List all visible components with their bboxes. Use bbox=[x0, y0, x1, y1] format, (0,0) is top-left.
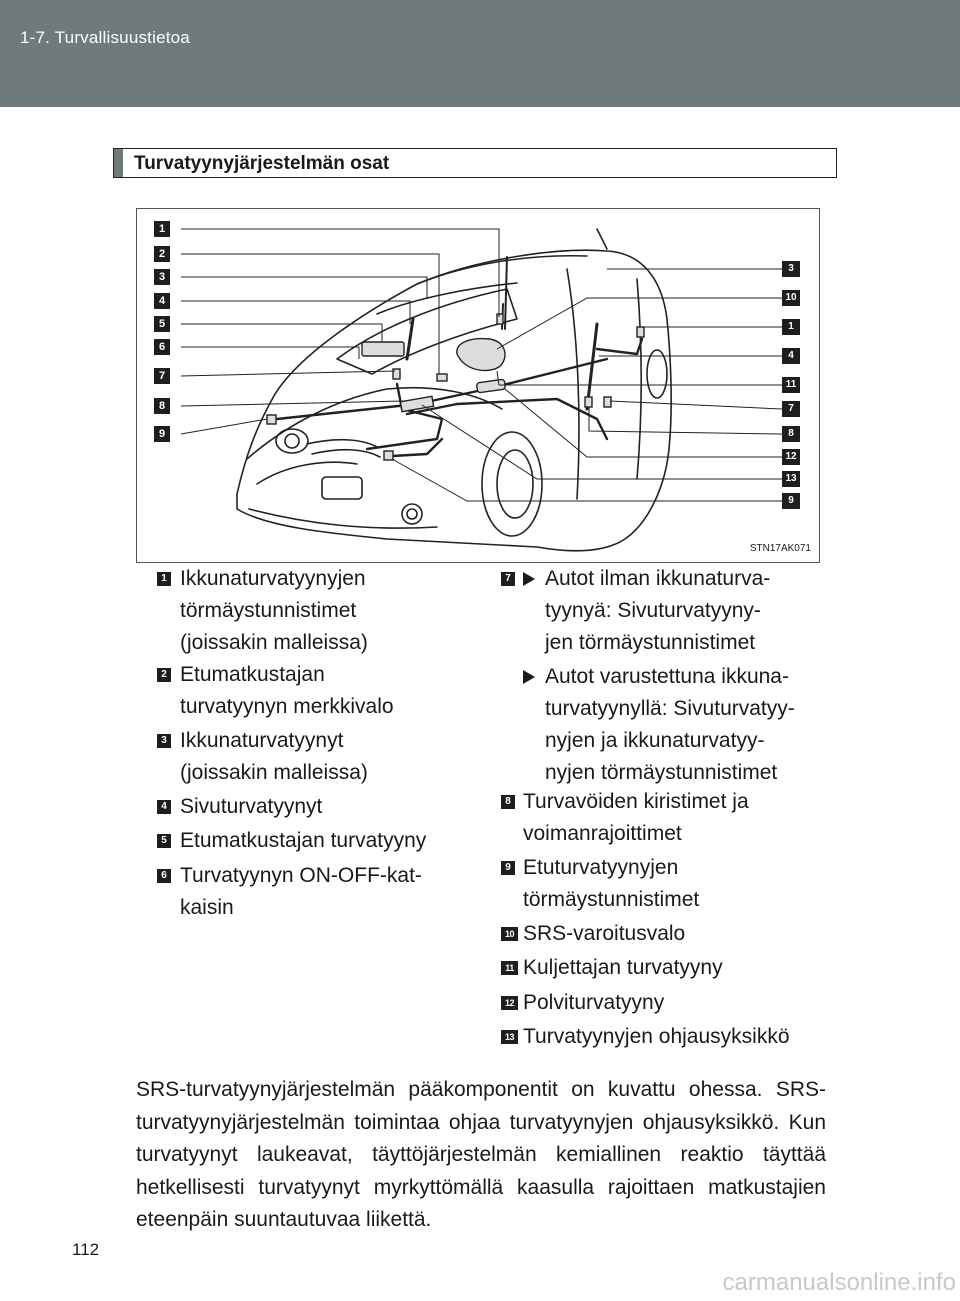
chapter-title: 1-7. Turvallisuustietoa bbox=[20, 28, 190, 47]
legend-item bbox=[157, 725, 477, 789]
legend-badge: 1 bbox=[157, 572, 171, 586]
legend-text: Turvavöiden kiristimet ja voimanrajoittimet bbox=[523, 790, 749, 845]
legend-item bbox=[501, 786, 831, 850]
figure-code: STN17AK071 bbox=[749, 543, 811, 554]
callout-badge: 3 bbox=[154, 269, 170, 285]
legend-text: Polviturvatyyny bbox=[523, 991, 665, 1014]
legend-text: Ikkunaturvatyynyjen törmäystunnistimet (joissakin malleissa) bbox=[180, 567, 368, 654]
legend-badge: 12 bbox=[501, 996, 518, 1010]
callout-badge: 5 bbox=[154, 316, 170, 332]
legend-badge: 11 bbox=[501, 961, 518, 975]
callout-badge: 1 bbox=[154, 221, 170, 237]
section-accent bbox=[114, 149, 123, 177]
legend-badge: 4 bbox=[157, 800, 171, 814]
callout-badge: 4 bbox=[782, 348, 800, 364]
body-paragraph: SRS-turvatyynyjärjestelmän pääkomponentit on kuvattu ohessa. SRS-turvatyynyjärjestelmän toimintaa ohjaa turvatyynyjen ohjausyksikkö. Kun turvatyynyt laukeavat, täyttöjärjestelmän kemiallinen reaktio täyttää hetkellisesti turvatyynyt myrkyttömällä kaasulla rajoittaen matkustajien eteenpäin suuntautuvaa liikettä. bbox=[136, 1078, 826, 1231]
legend-text: Etuturvatyynyjen törmäystunnistimet bbox=[523, 856, 700, 911]
callout-badge: 7 bbox=[782, 401, 800, 417]
arrow-right-icon bbox=[523, 572, 535, 586]
callout-badge: 4 bbox=[154, 293, 170, 309]
legend-text: SRS-varoitusvalo bbox=[523, 922, 686, 945]
arrow-right-icon bbox=[523, 670, 535, 684]
airbag-diagram bbox=[136, 208, 820, 563]
legend-text: Turvatyynyjen ohjausyksikkö bbox=[523, 1025, 790, 1048]
callout-badge: 12 bbox=[782, 449, 800, 465]
callout-badge: 8 bbox=[154, 398, 170, 414]
callout-badge: 6 bbox=[154, 339, 170, 355]
car-illustration bbox=[137, 209, 821, 564]
legend-badge: 5 bbox=[157, 834, 171, 848]
legend-text: Turvatyynyn ON-OFF-kat- kaisin bbox=[180, 864, 422, 919]
callout-badge: 8 bbox=[782, 426, 800, 442]
legend-badge: 9 bbox=[501, 861, 515, 875]
legend-badge: 8 bbox=[501, 795, 515, 809]
page-number: 112 bbox=[72, 1240, 100, 1259]
legend-text: Kuljettajan turvatyyny bbox=[523, 956, 723, 979]
header-band bbox=[0, 0, 960, 107]
callout-badge: 10 bbox=[782, 290, 800, 306]
legend-item bbox=[501, 1021, 831, 1053]
legend-text: Sivuturvatyynyt bbox=[180, 795, 323, 818]
callout-badge: 1 bbox=[782, 319, 800, 335]
legend-item bbox=[157, 659, 477, 723]
legend-badge: 2 bbox=[157, 668, 171, 682]
callout-badge: 3 bbox=[782, 261, 800, 277]
legend-badge: 3 bbox=[157, 734, 171, 748]
callout-badge: 2 bbox=[154, 246, 170, 262]
legend-badge: 6 bbox=[157, 869, 171, 883]
legend-item bbox=[501, 987, 831, 1019]
legend-item bbox=[501, 852, 831, 916]
section-title: Turvatyynyjärjestelmän osat bbox=[134, 153, 390, 174]
legend-badge: 10 bbox=[501, 927, 518, 941]
legend-subtext: Autot varustettuna ikkuna- turvatyynyllä: Sivuturvatyy- nyjen ja ikkunaturvatyy- nyjen törmäystunnistimet bbox=[545, 665, 795, 784]
legend-subtext: Autot ilman ikkunaturva- tyynyä: Sivuturvatyyny- jen törmäystunnistimet bbox=[545, 567, 771, 654]
legend-item bbox=[501, 918, 831, 950]
legend-item bbox=[501, 952, 831, 984]
callout-badge: 13 bbox=[782, 471, 800, 487]
legend-badge: 7 bbox=[501, 572, 515, 586]
legend-item bbox=[157, 563, 477, 659]
legend-item bbox=[157, 791, 477, 823]
callout-badge: 7 bbox=[154, 368, 170, 384]
callout-badge: 9 bbox=[154, 426, 170, 442]
legend-text: Etumatkustajan turvatyynyn merkkivalo bbox=[180, 663, 394, 718]
callout-badge: 11 bbox=[782, 377, 800, 393]
legend-text: Etumatkustajan turvatyyny bbox=[180, 829, 427, 852]
legend-item bbox=[157, 825, 477, 857]
section-title-bar bbox=[113, 148, 837, 178]
legend-text: Ikkunaturvatyynyt (joissakin malleissa) bbox=[180, 729, 368, 784]
watermark: carmanualsonline.info bbox=[722, 1269, 956, 1296]
callout-badge: 9 bbox=[782, 493, 800, 509]
legend-badge: 13 bbox=[501, 1030, 518, 1044]
legend-item bbox=[157, 860, 477, 924]
legend-item-7 bbox=[501, 563, 831, 784]
